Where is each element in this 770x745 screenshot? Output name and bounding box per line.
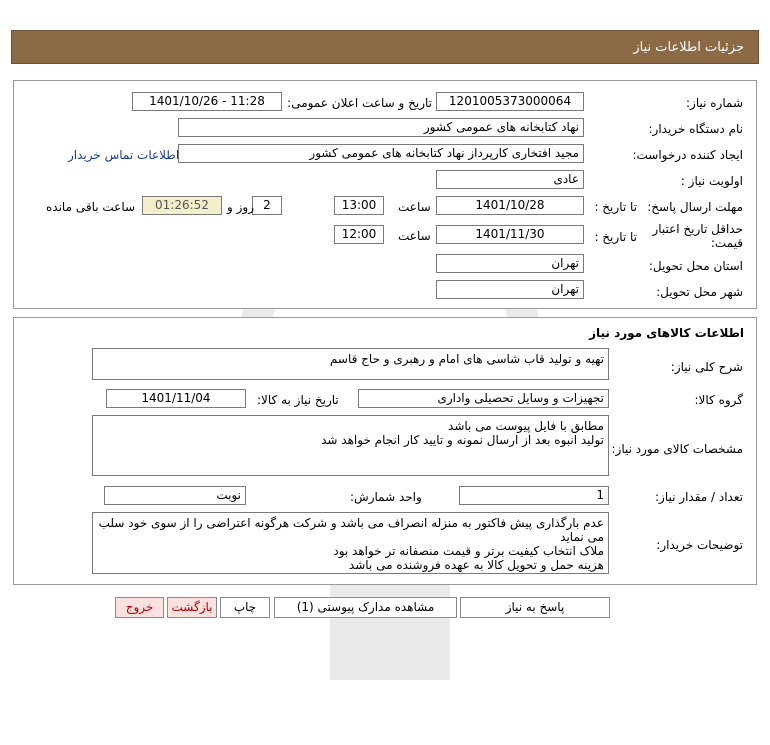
city-label: شهر محل تحویل: bbox=[656, 285, 743, 299]
notes-line-3: ملاک انتخاب کیفیت برتر و قیمت منصفانه تر خواهد بود bbox=[333, 544, 604, 558]
reply-button[interactable]: پاسخ به نیاز bbox=[460, 597, 610, 618]
buyer-notes-field bbox=[92, 512, 609, 574]
reply-date-field: 1401/10/28 bbox=[436, 196, 584, 215]
validity-time-label: ساعت bbox=[398, 229, 431, 243]
remaining-time-field: 01:26:52 bbox=[142, 196, 222, 215]
qty-field: 1 bbox=[459, 486, 609, 505]
validity-time-field: 12:00 bbox=[334, 225, 384, 244]
requester-field: مجید افتخاری کارپرداز نهاد کتابخانه های عمومی کشور bbox=[178, 144, 584, 163]
need-date-field: 1401/11/04 bbox=[106, 389, 246, 408]
buyer-notes-label: توضیحات خریدار: bbox=[656, 538, 743, 552]
validity-date-field: 1401/11/30 bbox=[436, 225, 584, 244]
reply-time-label: ساعت bbox=[398, 200, 431, 214]
days-label: روز و bbox=[227, 200, 254, 214]
specs-line-1: مطابق با فایل پیوست می باشد bbox=[448, 419, 604, 433]
need-info-panel bbox=[13, 80, 757, 309]
group-field: تجهیزات و وسایل تحصیلی واداری bbox=[358, 389, 609, 408]
price-validity-label: حداقل تاریخ اعتبار bbox=[652, 222, 743, 236]
reply-time-field: 13:00 bbox=[334, 196, 384, 215]
notes-line-4: هزینه حمل و تحویل کالا به عهده فروشنده می باشد bbox=[348, 558, 604, 572]
exit-button[interactable]: خروج bbox=[115, 597, 164, 618]
notes-line-2: می نماید bbox=[560, 530, 604, 544]
announce-field: 1401/10/26 - 11:28 bbox=[132, 92, 282, 111]
qty-label: تعداد / مقدار نیاز: bbox=[655, 490, 743, 504]
specs-label: مشخصات کالای مورد نیاز: bbox=[611, 442, 743, 456]
priority-field: عادی bbox=[436, 170, 584, 189]
need-number-label: شماره نیاز: bbox=[686, 96, 743, 110]
days-field: 2 bbox=[252, 196, 282, 215]
notes-line-1: عدم بارگذاری پیش فاکتور به منزله انصراف می باشد و شرکت هرگونه اعتراضی را از سوی خود سلب bbox=[98, 516, 604, 530]
desc-field bbox=[92, 348, 609, 380]
province-label: استان محل تحویل: bbox=[648, 259, 743, 273]
remaining-label: ساعت باقی مانده bbox=[46, 200, 136, 214]
unit-label: واحد شمارش: bbox=[350, 490, 422, 504]
unit-field: نوبت bbox=[104, 486, 246, 505]
buyer-org-label: نام دستگاه خریدار: bbox=[648, 122, 743, 136]
goods-section-title: اطلاعات کالاهای مورد نیاز bbox=[589, 326, 744, 340]
reply-to-date-label: تا تاریخ : bbox=[594, 200, 637, 214]
page-title: جزئیات اطلاعات نیاز bbox=[633, 40, 744, 55]
priority-label: اولویت نیاز : bbox=[680, 174, 743, 188]
reply-deadline-label: مهلت ارسال پاسخ: bbox=[647, 200, 743, 214]
validity-to-date-label: تا تاریخ : bbox=[594, 230, 637, 244]
buyer-org-field: نهاد کتابخانه های عمومی کشور bbox=[178, 118, 584, 137]
specs-field bbox=[92, 415, 609, 476]
group-label: گروه کالا: bbox=[694, 393, 743, 407]
desc-label: شرح کلی نیاز: bbox=[670, 360, 743, 374]
desc-text: تهیه و تولید قاب شاسی های امام و رهبری و حاج قاسم bbox=[329, 352, 604, 366]
need-number-field: 1201005373000064 bbox=[436, 92, 584, 111]
price-validity-label-2: قیمت: bbox=[710, 236, 743, 250]
city-field: تهران bbox=[436, 280, 584, 299]
announce-label: تاریخ و ساعت اعلان عمومی: bbox=[287, 96, 432, 110]
specs-line-2: تولید انبوه بعد از ارسال نمونه و تایید کار انجام خواهد شد bbox=[321, 433, 604, 447]
print-button[interactable]: چاپ bbox=[220, 597, 270, 618]
back-button[interactable]: بازگشت bbox=[167, 597, 217, 618]
requester-label: ایجاد کننده درخواست: bbox=[632, 148, 743, 162]
buyer-contact-link[interactable]: اطلاعات تماس خریدار bbox=[68, 148, 180, 162]
need-date-label: تاریخ نیاز به کالا: bbox=[257, 393, 339, 407]
attachments-button[interactable]: مشاهده مدارک پیوستی (1) bbox=[274, 597, 457, 618]
province-field: تهران bbox=[436, 254, 584, 273]
page-header bbox=[11, 30, 759, 64]
